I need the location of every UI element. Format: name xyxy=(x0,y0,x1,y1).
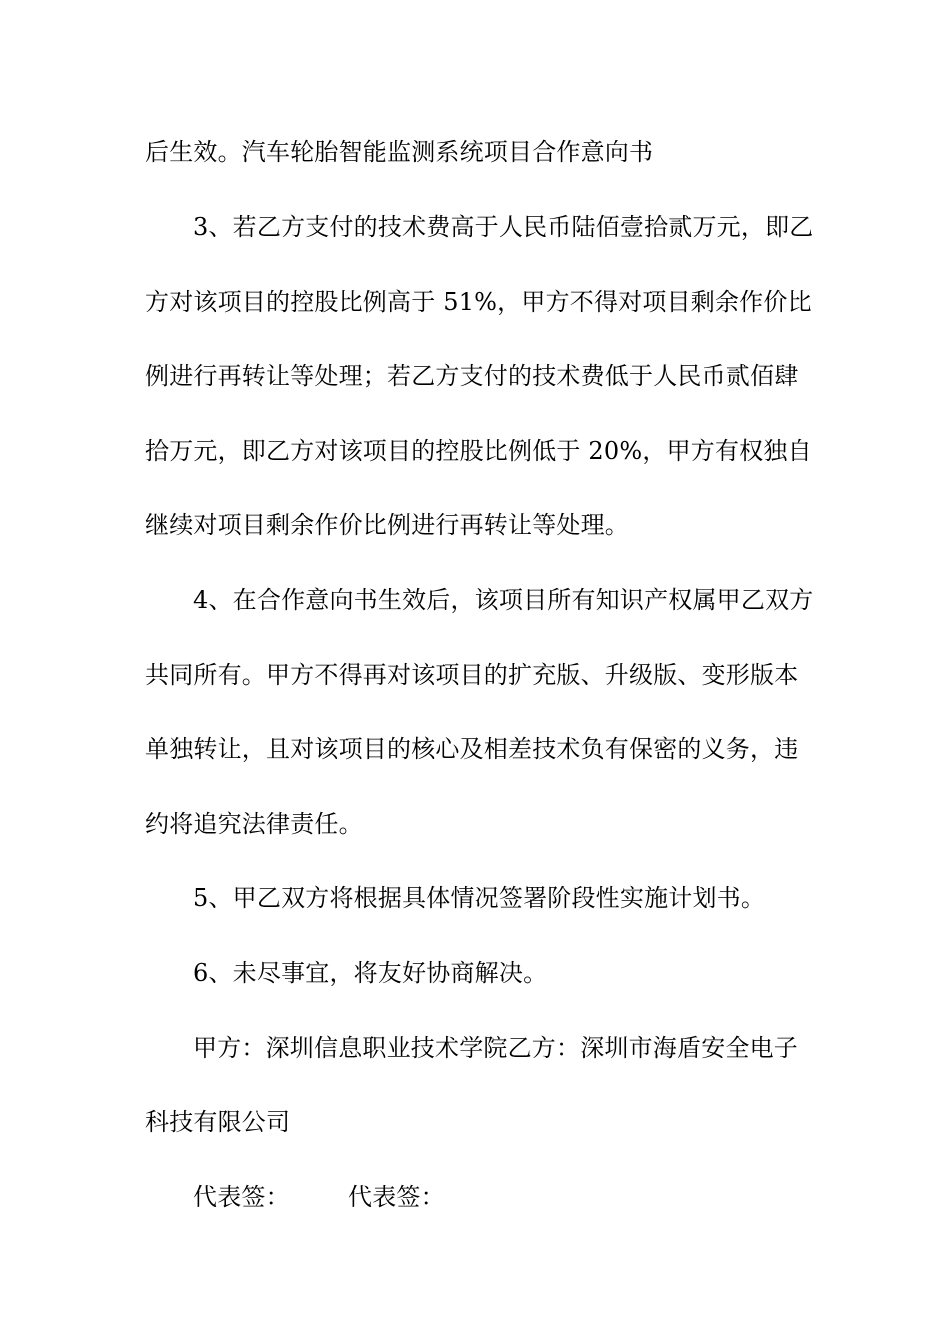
text-line-1: 后生效。汽车轮胎智能监测系统项目合作意向书 xyxy=(145,138,654,166)
party-a-signature-label: 代表签： xyxy=(193,1183,290,1211)
clause-3-line-1: 3、若乙方支付的技术费高于人民币陆佰壹拾贰万元，即乙 xyxy=(193,213,814,241)
clause-4-line-3: 单独转让，且对该项目的核心及相差技术负有保密的义务，违 xyxy=(145,735,799,763)
clause-4-line-4: 约将追究法律责任。 xyxy=(145,810,363,838)
clause-4-line-2: 共同所有。甲方不得再对该项目的扩充版、升级版、变形版本 xyxy=(145,661,799,689)
clause-5: 5、甲乙双方将根据具体情况签署阶段性实施计划书。 xyxy=(193,884,766,912)
clause-3-line-5: 继续对项目剩余作价比例进行再转让等处理。 xyxy=(145,511,629,539)
clause-3-line-4: 拾万元，即乙方对该项目的控股比例低于 20%，甲方有权独自 xyxy=(145,437,812,465)
clause-3-line-2: 方对该项目的控股比例高于 51%，甲方不得对项目剩余作价比 xyxy=(145,288,812,316)
parties-line-2: 科技有限公司 xyxy=(145,1108,291,1136)
clause-6: 6、未尽事宜，将友好协商解决。 xyxy=(193,959,548,987)
clause-3-line-3: 例进行再转让等处理；若乙方支付的技术费低于人民币贰佰肆 xyxy=(145,362,799,390)
parties-line-1: 甲方：深圳信息职业技术学院乙方：深圳市海盾安全电子 xyxy=(193,1034,798,1062)
clause-4-line-1: 4、在合作意向书生效后，该项目所有知识产权属甲乙双方 xyxy=(193,586,814,614)
party-b-signature-label: 代表签： xyxy=(348,1183,445,1211)
